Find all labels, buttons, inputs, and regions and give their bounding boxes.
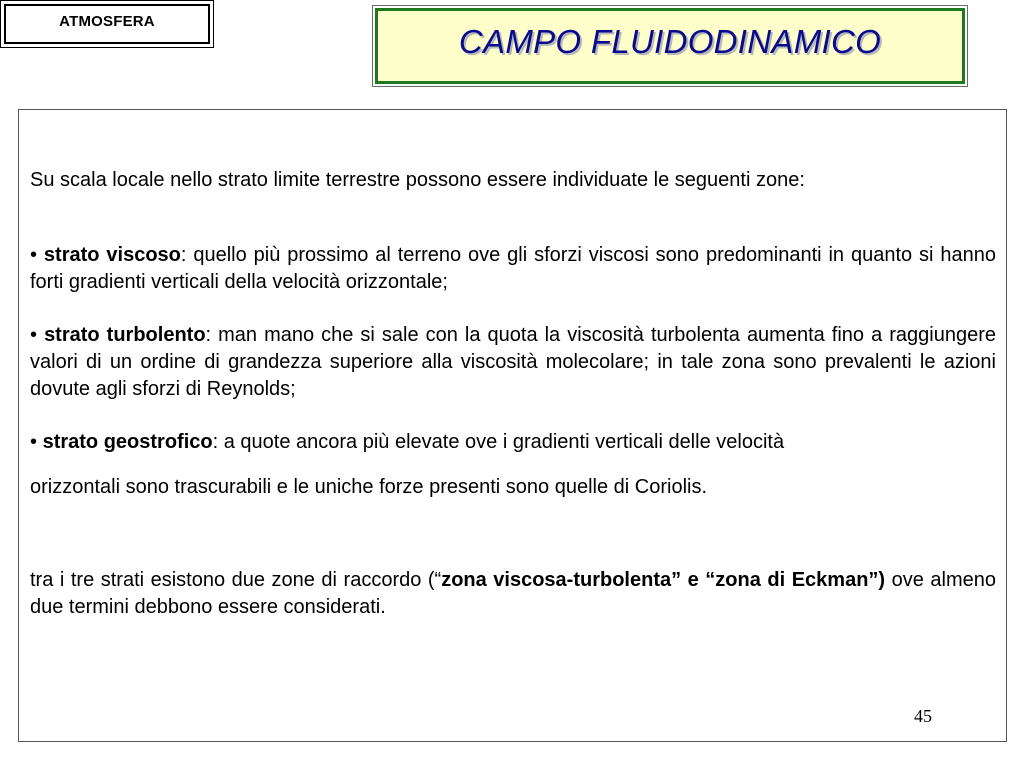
term-strato-viscoso: strato viscoso (43, 244, 181, 266)
geostrofico-continuation: orizzontali sono trascurabili e le uniche forze presenti sono quelle di Coriolis. (30, 476, 708, 498)
bullet-strato-turbolento (30, 322, 996, 403)
transition-paragraph (30, 567, 996, 621)
bullet-strato-viscoso (30, 242, 996, 296)
description-strato-viscoso: : quello più prossimo al terreno ove gli sforzi viscosi sono predominanti in quanto si hanno forti gradienti verticali della velocità orizzontale; (30, 244, 996, 293)
transition-zones: zona viscosa-turbolenta” e “zona di Eckman”) (441, 569, 886, 591)
page-number: 45 (914, 706, 932, 726)
bullet-strato-geostrofico (30, 429, 996, 456)
transition-text-after: ove almeno due termini debbono essere considerati. (30, 569, 996, 618)
description-strato-geostrofico: : a quote ancora più elevate ove i gradienti verticali delle velocità (212, 431, 785, 453)
title-frame (375, 8, 965, 84)
bullet-marker: • (30, 244, 38, 266)
bullet-marker: • (30, 324, 38, 346)
term-strato-geostrofico: strato geostrofico (42, 431, 213, 453)
transition-text-before: tra i tre strati esistono due zone di raccordo (“ (30, 569, 442, 591)
intro-paragraph: Su scala locale nello strato limite terrestre possono essere individuate le seguenti zone: (30, 169, 805, 191)
slide-title: CAMPO FLUIDODINAMICO (458, 23, 882, 60)
description-strato-turbolento: : man mano che si sale con la quota la viscosità turbolenta aumenta fino a raggiungere valori di un ordine di grandezza superiore alla viscosità molecolare; in tale zona sono prevalenti le azioni dovute agli sforzi di Reynolds; (30, 324, 996, 400)
section-tag (0, 0, 214, 48)
title-box (372, 5, 968, 87)
content-box (18, 109, 1007, 742)
bullet-marker: • (30, 431, 38, 453)
term-strato-turbolento: strato turbolento (44, 324, 206, 346)
section-tag-label: ATMOSFERA (4, 4, 210, 44)
